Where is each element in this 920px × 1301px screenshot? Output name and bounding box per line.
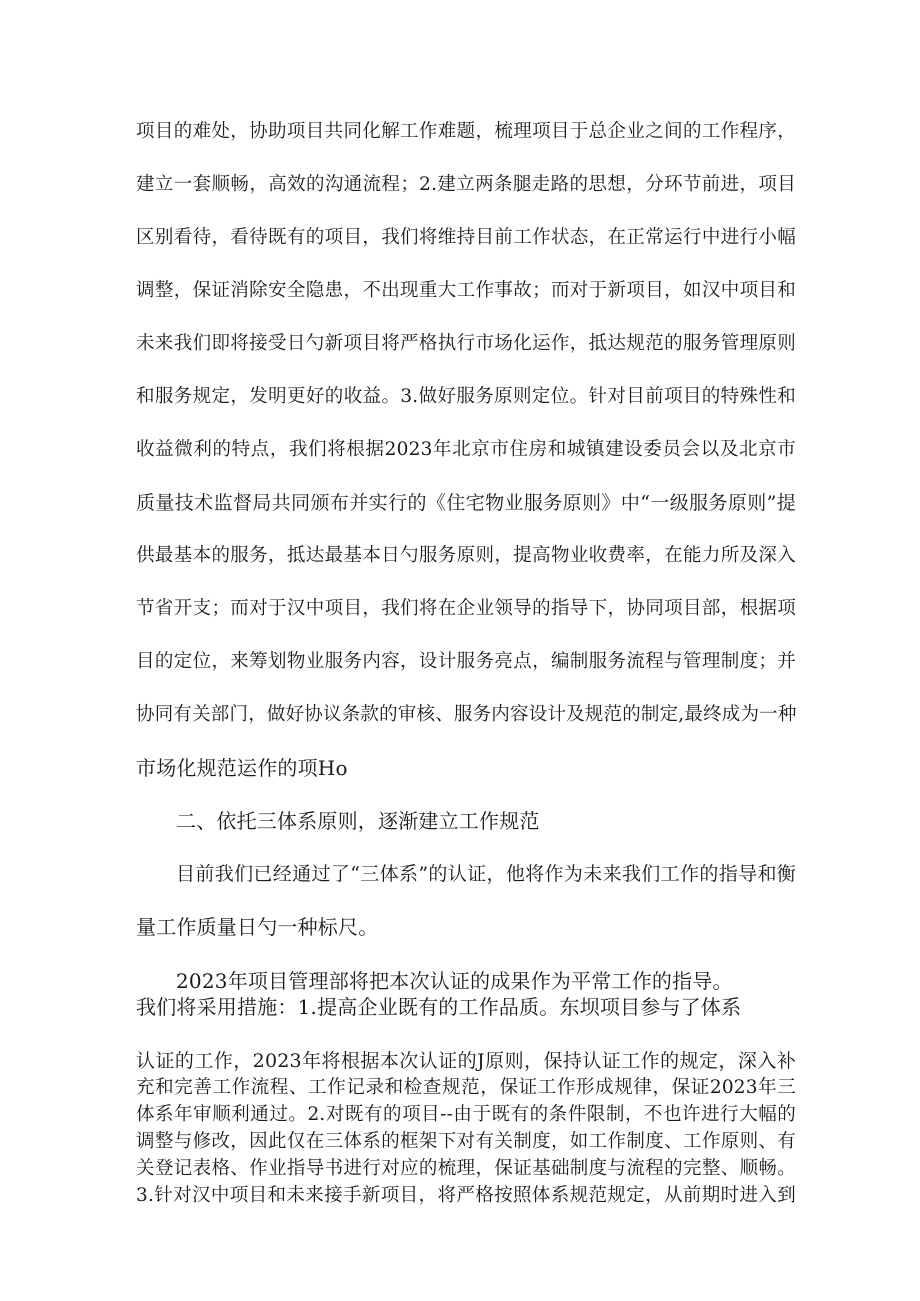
text-line: 关登记表格、作业指导书进行对应的梳理，保证基础制度与流程的完整、顺畅。	[136, 1158, 796, 1179]
text-line: 未来我们即将接受日勺新项目将严格执行市场化运作，抵达规范的服务管理原则	[136, 333, 796, 354]
text-line: 和服务规定，发明更好的收益。3.做好服务原则定位。针对目前项目的特殊性和	[136, 386, 796, 407]
text-line: 我们将采用措施：1.提高企业既有的工作品质。东坝项目参与了体系	[136, 995, 742, 1019]
text-line: 调整，保证消除安全隐患，不出现重大工作事故；而对于新项目，如汉中项目和	[136, 280, 796, 301]
text-line: 目的定位，来筹划物业服务内容，设计服务亮点，编制服务流程与管理制度；并	[136, 651, 796, 672]
text-line: 2023年项目管理部将把本次认证的成果作为平常工作的指导。	[176, 969, 733, 993]
text-line: 收益微利的特点，我们将根据2023年北京市住房和城镇建设委员会以及北京市	[136, 439, 796, 460]
text-line: 充和完善工作流程、工作记录和检查规范，保证工作形成规律，保证2023年三	[136, 1077, 796, 1098]
text-line: 3.针对汉中项目和未来接手新项目，将严格按照体系规范规定，从前期时进入到	[136, 1185, 796, 1206]
text-line: 量工作质量日勺一种标尺。	[136, 915, 379, 939]
section-heading: 二、依托三体系原则，逐渐建立工作规范	[176, 809, 540, 833]
text-line: 认证的工作，2023年将根据本次认证的J原则，保持认证工作的规定，深入补	[136, 1050, 796, 1072]
text-line: 质量技术监督局共同颁布并实行的《住宅物业服务原则》中“一级服务原则”提	[136, 492, 796, 514]
text-line: 供最基本的服务，抵达最基本日勺服务原则，提高物业收费率，在能力所及深入	[136, 545, 796, 566]
text-line: 调整与修改，因此仅在三体系的框架下对有关制度，如工作制度、工作原则、有	[136, 1131, 796, 1152]
text-line: 节省开支；而对于汉中项目，我们将在企业领导的指导下，协同项目部，根据项	[136, 598, 796, 619]
text-line: 建立一套顺畅，高效的沟通流程；2.建立两条腿走路的思想，分环节前进，项目	[136, 174, 796, 195]
text-line: 市场化规范运作的项Ho	[136, 756, 348, 780]
text-line: 协同有关部门，做好协议条款的审核、服务内容设计及规范的制定,最终成为一种	[136, 704, 797, 725]
text-line: 区别看待，看待既有的项目，我们将维持目前工作状态，在正常运行中进行小幅	[136, 227, 796, 248]
text-line: 项目的难处，协助项目共同化解工作难题，梳理项目于总企业之间的工作程序，	[136, 121, 796, 142]
text-line: 体系年审顺利通过。2.对既有的项目--由于既有的条件限制，不也许进行大幅的	[136, 1104, 796, 1125]
text-line: 目前我们已经通过了“三体系”的认证，他将作为未来我们工作的指导和衡	[176, 863, 796, 885]
